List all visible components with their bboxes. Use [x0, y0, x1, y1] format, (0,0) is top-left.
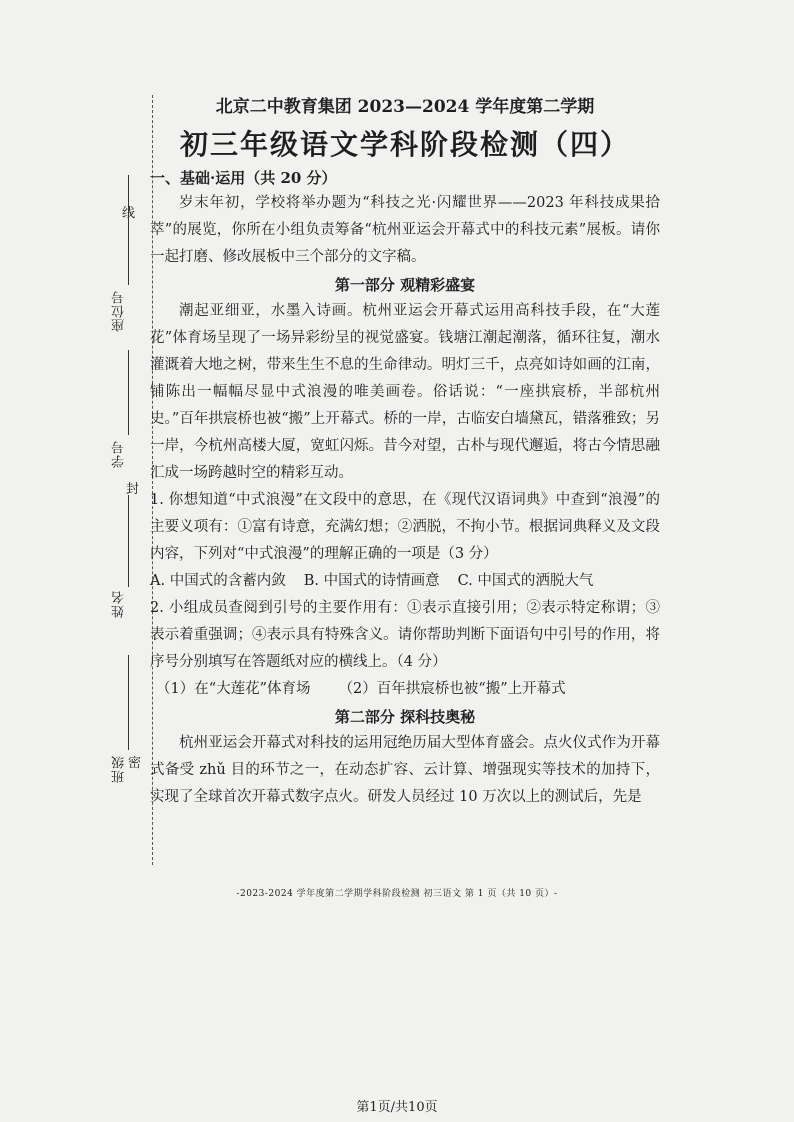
class-label: 班级	[112, 755, 127, 783]
student-id-label: 学号	[112, 440, 127, 468]
name-line	[128, 495, 129, 587]
part2-title: 第二部分 探科技奥秘	[334, 708, 476, 726]
part2-passage: 杭州亚运会开幕式对科技的运用冠绝历届大型体育盛会。点火仪式作为开幕式备受 zhǔ 目的环节之一，在动态扩容、云计算、增强现实等技术的加持下，实现了全球首次开幕式数字点火。研发人员经过 10 万次以上的测试后，先是	[150, 735, 660, 805]
exam-footer: -2023-2024 学年度第二学期学科阶段检测 初三语文 第 1 页（共 10 页）-	[236, 889, 558, 899]
seat-number-label: 座位号	[112, 290, 127, 332]
question-2-item-2: （2）百年拱宸桥也被“搬”上开幕式	[338, 681, 566, 697]
exam-title: 初三年级语文学科阶段检测（四）	[179, 128, 630, 161]
exam-content	[150, 90, 660, 811]
option-b: B. 中国式的诗情画意	[303, 573, 440, 589]
option-a: A. 中国式的含蓄内敛	[150, 573, 286, 589]
page-number: 第1页/共10页	[356, 1100, 438, 1115]
question-2-item-1: （1）在“大莲花”体育场	[156, 681, 311, 697]
seal-char-xian: 线	[122, 206, 136, 221]
exam-school-term: 北京二中教育集团 2023—2024 学年度第二学期	[215, 97, 595, 117]
seal-char-feng: 封	[126, 482, 140, 497]
section-heading: 一、基础·运用（共 20 分）	[150, 169, 337, 187]
seat-number-line	[128, 175, 129, 285]
name-label: 姓名	[112, 590, 127, 618]
question-2-items	[150, 676, 660, 703]
part1-passage: 潮起亚细亚，水墨入诗画。杭州亚运会开幕式运用高科技手段，在“大莲花”体育场呈现了一场异彩纷呈的视觉盛宴。钱塘江潮起潮落，循环往复，潮水灌溉着大地之树，带来生生不息的生命律动。明灯三千，点亮如诗如画的江南，铺陈出一幅幅尽显中式浪漫的唯美画卷。俗话说：“一座拱宸桥，半部杭州史。”百年拱宸桥也被“搬”上开幕式。桥的一岸，古临安白墙黛瓦，错落雅致；另一岸，今杭州高楼大厦，宽虹闪烁。昔今对望，古朴与现代邂逅，将古今情思融汇成一场跨越时空的精彩互动。	[150, 303, 660, 481]
option-c: C. 中国式的洒脱大气	[457, 573, 594, 589]
seal-char-mi: 密	[128, 756, 142, 771]
question-2: 2. 小组成员查阅到引号的主要作用有：①表示直接引用；②表示特定称谓；③表示着重强调；④表示具有特殊含义。请你帮助判断下面语句中引号的作用，将序号分别填写在答题纸对应的横线上。（4 分）	[150, 600, 660, 670]
question-1-options	[150, 568, 660, 595]
section-intro: 岁末年初，学校将举办题为“科技之光·闪耀世界——2023 年科技成果拾萃”的展览，你所在小组负责筹备“杭州亚运会开幕式中的科技元素”展板。请你一起打磨、修改展板中三个部分的文字稿。	[150, 195, 660, 265]
part1-title: 第一部分 观精彩盛宴	[334, 276, 476, 294]
class-line	[128, 655, 129, 750]
question-1: 1. 你想知道“中式浪漫”在文段中的意思，在《现代汉语词典》中查到“浪漫”的主要义项有：①富有诗意，充满幻想；②洒脱，不拘小节。根据词典释义及文段内容，下列对“中式浪漫”的理解正确的一项是（3 分）	[150, 492, 660, 562]
student-id-line	[128, 350, 129, 435]
